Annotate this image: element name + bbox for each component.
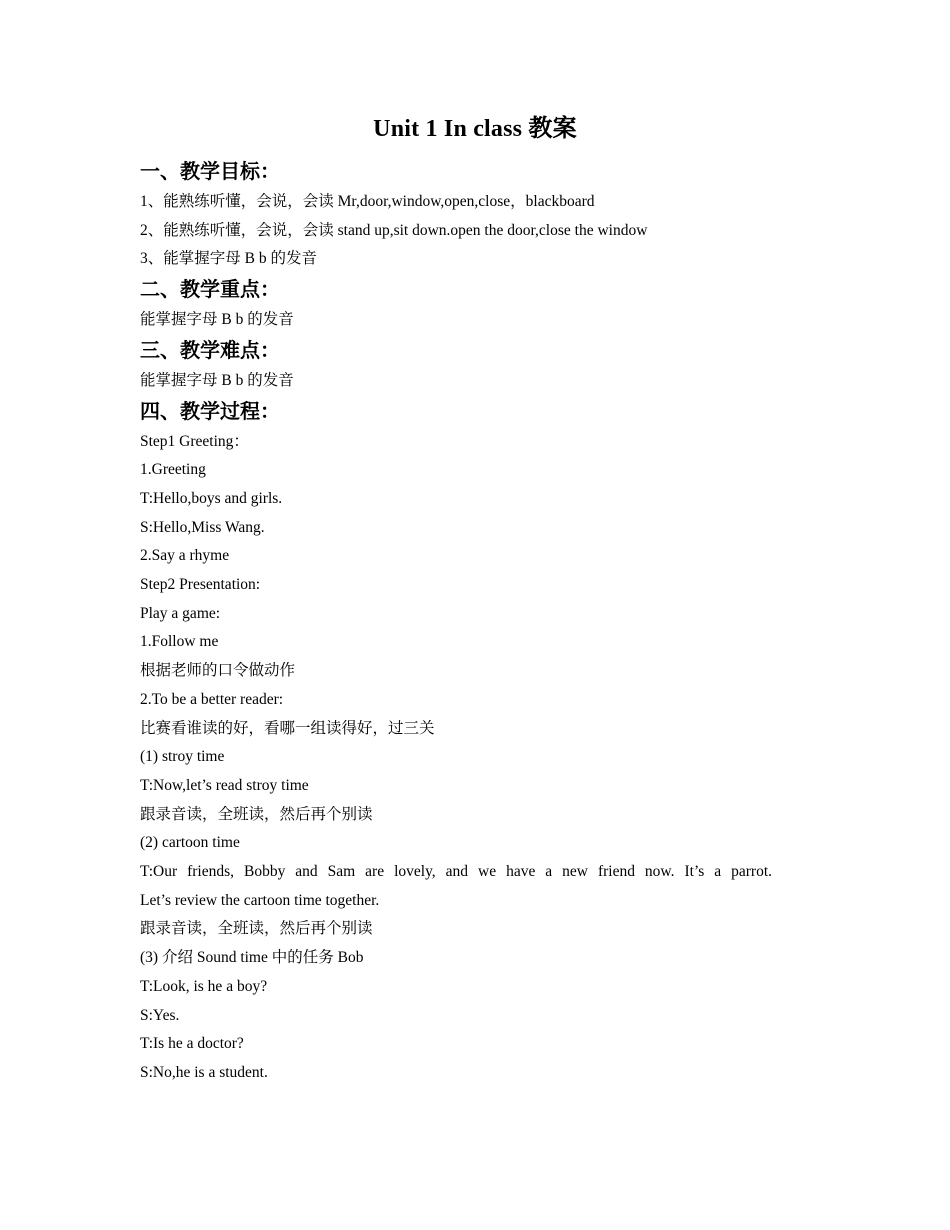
procedure-line: S:No,he is a student. [140,1063,268,1081]
procedure-line: 1.Greeting [140,461,206,479]
procedure-line: 根据老师的口令做动作 [140,662,296,680]
procedure-line: Play a game: [140,604,221,622]
procedure-line: T:Look, is he a boy? [140,977,268,995]
procedure-line: 跟录音读，全班读，然后再个别读 [140,805,373,823]
section-heading-difficulties: 三、教学难点： [140,339,280,362]
procedure-line: 比赛看谁读的好，看哪一组读得好，过三关 [140,719,435,737]
procedure-line: 2.To be a better reader: [140,690,284,708]
procedure-line: Step2 Presentation: [140,576,261,594]
section-heading-procedure: 四、教学过程： [140,400,280,423]
objective-line-3: 3、能掌握字母 B b 的发音 [140,250,317,268]
procedure-line: (3) 介绍 Sound time 中的任务 Bob [140,949,364,967]
procedure-line: T:Is he a doctor? [140,1035,244,1053]
document-body [140,156,772,1088]
difficulty-line: 能掌握字母 B b 的发音 [140,371,294,389]
objective-line-2: 2、能熟练听懂，会说，会读 stand up,sit down.open the door,close the window [140,221,648,239]
procedure-line: Let’s review the cartoon time together. [140,891,380,909]
procedure-line: Step1 Greeting： [140,432,249,450]
objective-line-1: 1、能熟练听懂，会说，会读 Mr,door,window,open,close，blackboard [140,193,595,210]
procedure-line: 2.Say a rhyme [140,547,230,565]
procedure-line: T:Our friends, Bobby and Sam are lovely, and we have a new friend now. It’s a parrot. [140,863,772,881]
procedure-line: S:Hello,Miss Wang. [140,518,265,536]
procedure-line: 跟录音读，全班读，然后再个别读 [140,920,373,938]
section-heading-key-points: 二、教学重点： [140,279,280,302]
procedure-line: S:Yes. [140,1006,180,1024]
document-title: Unit 1 In class 教案 [373,116,577,142]
procedure-line: (2) cartoon time [140,834,240,852]
procedure-line: 1.Follow me [140,633,219,651]
section-heading-objectives: 一、教学目标： [140,161,280,183]
key-point-line: 能掌握字母 B b 的发音 [140,311,294,329]
procedure-line: (1) stroy time [140,748,225,766]
procedure-line: T:Now,let’s read stroy time [140,776,309,794]
procedure-line: T:Hello,boys and girls. [140,489,283,507]
